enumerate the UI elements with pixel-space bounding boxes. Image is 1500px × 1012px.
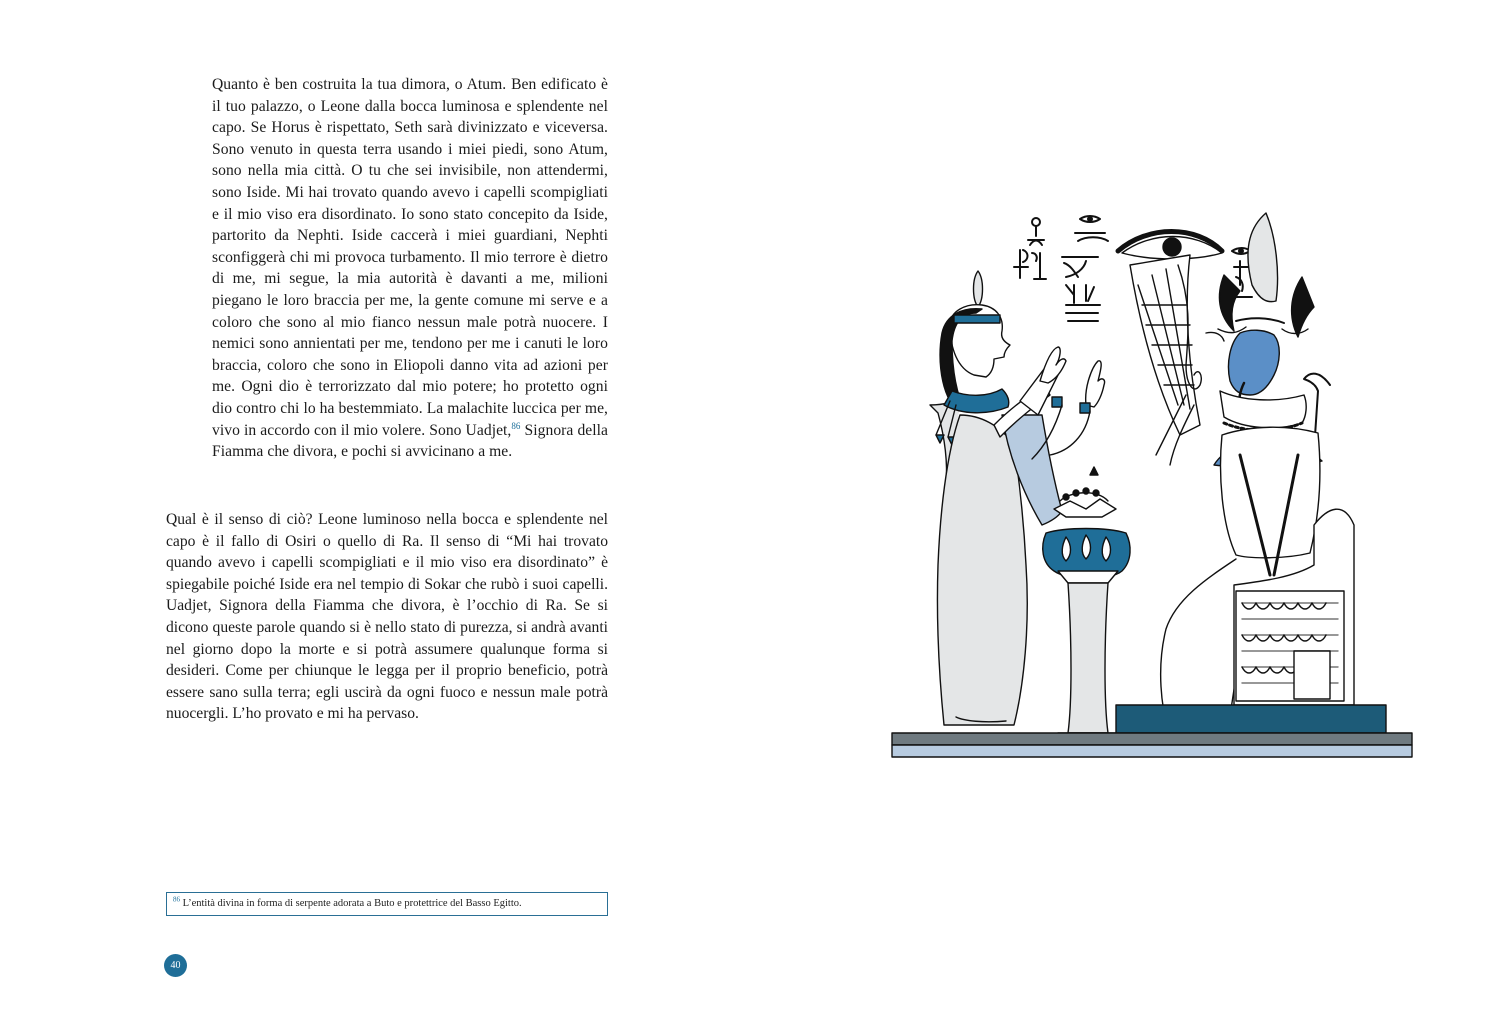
page-number-badge: 40 bbox=[164, 954, 187, 977]
quote-text-continued: Signora della Fiamma che divora, e pochi si avvicinano a me. bbox=[212, 421, 608, 461]
right-page bbox=[750, 0, 1500, 1012]
quoted-passage bbox=[212, 74, 608, 463]
egyptian-illustration bbox=[890, 205, 1414, 760]
note-reference[interactable]: 86 bbox=[511, 420, 521, 431]
commentary-paragraph: Qual è il senso di ciò? Leone luminoso nella bocca e splendente nel capo è il fallo di Osiri o quello di Ra. Il senso di “Mi hai trovato quando avevo i capelli scompigliati e il mio viso era disordinato” è spiegabile poiché Iside era nel tempio di Sokar che rubò i suoi capelli. Uadjet, Signora della Fiamma che divora, è l’occhio di Ra. Se si dicono queste parole quando si è nello stato di purezza, si andrà avanti nel giorno dopo la morte e si potrà assumere qualunque forma si desideri. Come per chiunque le legga per il proprio beneficio, potrà essere sano sulla terra; egli uscirà da ogni fuoco e nessun male potrà nuocergli. L’ho provato e mi ha pervaso. bbox=[166, 511, 608, 723]
hieroglyph-column-1 bbox=[1014, 218, 1046, 279]
eye-of-ra-icon bbox=[1118, 232, 1224, 436]
quote-text: Quanto è ben costruita la tua dimora, o Atum. Ben edificato è il tuo palazzo, o Leone dalla bocca luminosa e splendente nel capo. Se Horus è rispettato, Seth sarà divinizzato e viceversa. Sono venuto in questa terra usando i miei piedi, sono Atum, sono nella mia città. O tu che sei invisibile, non attendermi, sono Iside. Mi hai trovato quando avevo i capelli scompigliati e il mio viso era disordinato. Io sono stato concepito da Iside, partorito da Nephti. Iside caccerà i miei guardiani, Nephti sconfiggerà chi mi provoca turbamento. Il mio terrore è dietro di me, mi segue, la mia autorità è davanti a me, milioni piegano le loro braccia per me, la gente comune mi serve e a coloro che sono al mio fianco nessun male potrà nuocere. I nemici sono annientati per me, tendono per me i canuti le loro braccia, coloro che sono in Eliopoli danno vita ad azioni per me. Ogni dio è terrorizzato dal mio potere; ho protetto ogni dio contro chi lo ha bestemmiato. La malachite luccica per me, vivo in accordo con il mio volere. Sono Uadjet, bbox=[212, 76, 608, 439]
footnote-box bbox=[166, 892, 608, 916]
footnote-text: L’entità divina in forma di serpente adorata a Buto e protettrice del Basso Egitto. bbox=[182, 898, 522, 909]
footnote-number: 86 bbox=[173, 895, 180, 904]
hieroglyph-column-2 bbox=[1062, 216, 1108, 321]
